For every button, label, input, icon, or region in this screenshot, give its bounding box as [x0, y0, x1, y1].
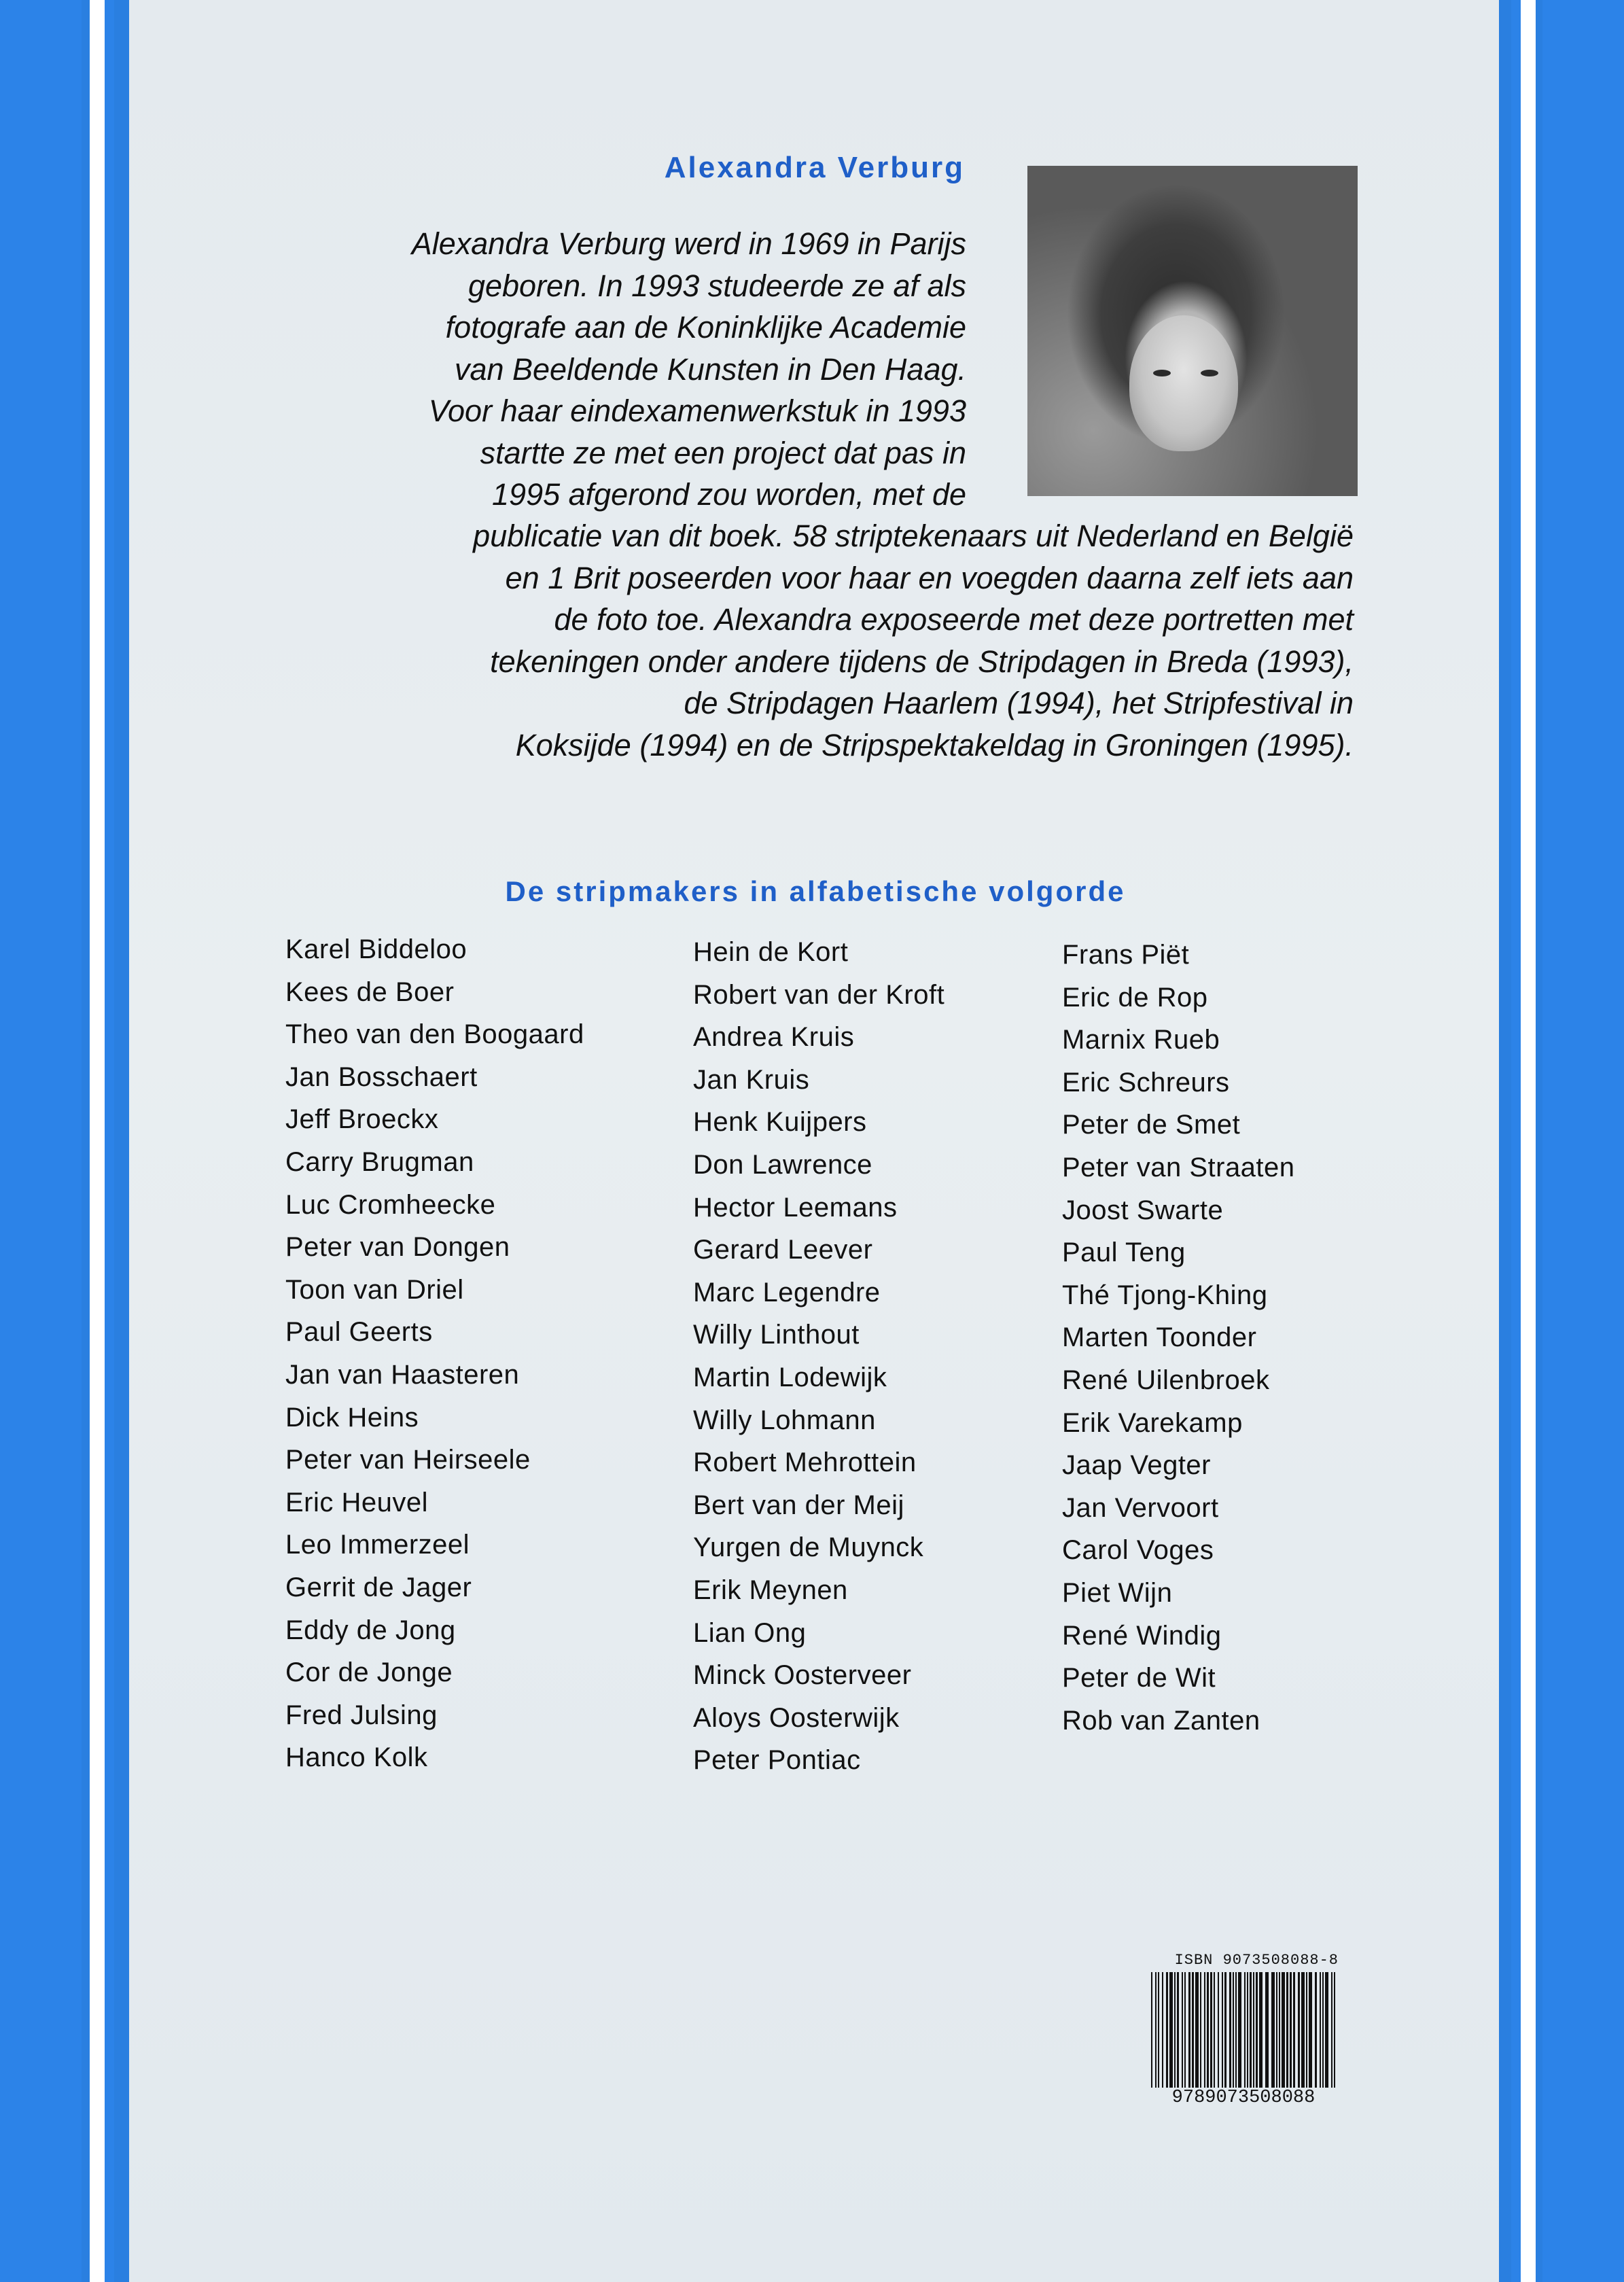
barcode-bar	[1306, 1972, 1307, 2088]
barcode-bar	[1259, 1972, 1263, 2088]
barcode-bar	[1276, 1972, 1277, 2088]
barcode-bar	[1334, 1972, 1335, 2088]
barcode-bar	[1250, 1972, 1252, 2088]
name-list-item: Theo van den Boogaard	[285, 1019, 584, 1050]
name-list-item: Henk Kuijpers	[693, 1107, 867, 1138]
name-list-item: Jeff Broeckx	[285, 1104, 439, 1135]
names-column-3	[1062, 934, 1295, 1742]
barcode-bar	[1169, 1972, 1173, 2088]
barcode-bar	[1158, 1972, 1159, 2088]
name-list-item: Jan Bosschaert	[285, 1061, 478, 1092]
name-list-item: Peter van Heirseele	[285, 1445, 531, 1475]
barcode-bar	[1195, 1972, 1199, 2088]
bio-line: tekeningen onder andere tijdens de Stripdagen in Breda (1993),	[490, 644, 1354, 679]
name-list-item: Willy Lohmann	[693, 1405, 876, 1435]
portrait-face	[1129, 315, 1238, 451]
barcode-bar	[1214, 1972, 1215, 2088]
right-border-white-stripe	[1521, 0, 1536, 2282]
name-list-item: Erik Meynen	[693, 1575, 848, 1605]
barcode-bar	[1238, 1972, 1241, 2088]
name-list-item: Luc Cromheecke	[285, 1189, 496, 1220]
name-list-item: Yurgen de Muynck	[693, 1532, 924, 1563]
barcode-bar	[1301, 1972, 1305, 2088]
name-list-item: Joost Swarte	[1062, 1195, 1224, 1225]
name-list-item: Carol Voges	[1062, 1535, 1214, 1566]
barcode-bar	[1315, 1972, 1317, 2088]
name-list-item: Eric Schreurs	[1062, 1067, 1230, 1098]
bio-line: Alexandra Verburg werd in 1969 in Parijs	[411, 226, 966, 261]
left-border-blue	[0, 0, 82, 2282]
barcode-bar	[1253, 1972, 1254, 2088]
name-list-item: René Uilenbroek	[1062, 1365, 1270, 1395]
barcode-bar	[1247, 1972, 1248, 2088]
barcode-bar	[1222, 1972, 1223, 2088]
portrait-eye	[1153, 370, 1171, 376]
author-bio-top	[285, 223, 966, 516]
barcode-bar	[1192, 1972, 1194, 2088]
name-list-item: Jan Vervoort	[1062, 1492, 1219, 1523]
barcode-bar	[1210, 1972, 1212, 2088]
left-border-inner-blue	[105, 0, 114, 2282]
barcode-bar	[1177, 1972, 1179, 2088]
barcode-bar	[1188, 1972, 1190, 2088]
bio-line: geboren. In 1993 studeerde ze af als	[467, 268, 966, 303]
name-list-item: Leo Immerzeel	[285, 1530, 470, 1560]
barcode-number: 9789073508088	[1171, 2088, 1316, 2108]
right-border-blue	[1542, 0, 1624, 2282]
name-list-item: Andrea Kruis	[693, 1022, 855, 1053]
name-list-item: Peter de Wit	[1062, 1663, 1216, 1693]
name-list-item: Karel Biddeloo	[285, 934, 467, 964]
barcode-bar	[1162, 1972, 1163, 2088]
name-list-item: Jan van Haasteren	[285, 1359, 520, 1390]
name-list-item: Peter Pontiac	[693, 1745, 861, 1776]
bio-line: Koksijde (1994) en de Stripspektakeldag in Groningen (1995).	[515, 727, 1354, 762]
barcode-bar	[1184, 1972, 1186, 2088]
name-list-item: Paul Geerts	[285, 1317, 433, 1348]
name-list-item: Paul Teng	[1062, 1237, 1186, 1268]
name-list-item: Lian Ong	[693, 1617, 807, 1648]
name-list-item: Toon van Driel	[285, 1274, 464, 1305]
name-list-item: Kees de Boer	[285, 977, 455, 1007]
name-list-item: Willy Linthout	[693, 1320, 860, 1350]
barcode-bar	[1233, 1972, 1234, 2088]
barcode-bar	[1325, 1972, 1328, 2088]
names-column-2	[693, 931, 945, 1782]
bio-line: 1995 afgerond zou worden, met de	[492, 477, 966, 512]
barcode-bar	[1200, 1972, 1201, 2088]
name-list-item: Hector Leemans	[693, 1192, 898, 1223]
bio-line: van Beeldende Kunsten in Den Haag.	[454, 351, 966, 387]
name-list-item: Rob van Zanten	[1062, 1705, 1260, 1736]
name-list-item: Gerard Leever	[693, 1235, 873, 1265]
name-list-item: Marc Legendre	[693, 1277, 881, 1307]
barcode-bar	[1166, 1972, 1168, 2088]
name-list-item: Marten Toonder	[1062, 1322, 1257, 1353]
name-list-item: Hanco Kolk	[285, 1742, 428, 1773]
name-list-item: Jan Kruis	[693, 1064, 810, 1095]
name-list-item: Eric Heuvel	[285, 1487, 429, 1517]
barcode-bar	[1224, 1972, 1226, 2088]
barcode-bar	[1174, 1972, 1176, 2088]
barcode-bar	[1322, 1972, 1324, 2088]
name-list-item: Piet Wijn	[1062, 1577, 1173, 1608]
bio-line: de foto toe. Alexandra exposeerde met deze portretten met	[554, 602, 1354, 637]
name-list-item: René Windig	[1062, 1620, 1222, 1651]
bio-line: Voor haar eindexamenwerkstuk in 1993	[428, 393, 966, 428]
name-list-item: Hein de Kort	[693, 937, 849, 967]
name-list-item: Peter van Dongen	[285, 1232, 510, 1263]
bio-line: publicatie van dit boek. 58 striptekenaars uit Nederland en België	[473, 519, 1354, 553]
list-heading: De stripmakers in alfabetische volgorde	[505, 875, 1126, 907]
barcode-bar	[1155, 1972, 1157, 2088]
author-portrait-photo	[1027, 166, 1358, 496]
name-list-item: Jaap Vegter	[1062, 1450, 1211, 1481]
name-list-item: Robert van der Kroft	[693, 979, 945, 1010]
barcode-bar	[1244, 1972, 1246, 2088]
name-list-item: Bert van der Meij	[693, 1490, 904, 1520]
names-column-1	[285, 928, 584, 1779]
name-list-item: Erik Varekamp	[1062, 1407, 1243, 1438]
barcode-bar	[1235, 1972, 1237, 2088]
barcode-bar	[1309, 1972, 1312, 2088]
author-bio-bottom	[285, 515, 1354, 766]
barcode-bar	[1151, 1972, 1152, 2088]
name-list-item: Peter de Smet	[1062, 1110, 1241, 1140]
name-list-item: Aloys Oosterwijk	[693, 1702, 900, 1733]
name-list-item: Carry Brugman	[285, 1146, 474, 1177]
name-list-item: Fred Julsing	[285, 1700, 438, 1730]
left-border-white-stripe	[90, 0, 105, 2282]
barcode-bar	[1293, 1972, 1295, 2088]
author-heading: Alexandra Verburg	[664, 151, 965, 184]
barcode-bar	[1320, 1972, 1321, 2088]
barcode-bar	[1256, 1972, 1258, 2088]
name-list-item: Marnix Rueb	[1062, 1025, 1220, 1055]
name-list-item: Martin Lodewijk	[693, 1362, 887, 1392]
barcode-bar	[1286, 1972, 1288, 2088]
barcode-bar	[1265, 1972, 1269, 2088]
barcode-bar	[1207, 1972, 1209, 2088]
name-list-item: Eddy de Jong	[285, 1615, 456, 1645]
name-list-item: Minck Oosterveer	[693, 1660, 912, 1691]
right-border-inner-blue	[1511, 0, 1521, 2282]
barcode-bar	[1271, 1972, 1275, 2088]
barcode-bar	[1218, 1972, 1219, 2088]
name-list-item: Don Lawrence	[693, 1149, 872, 1180]
name-list-item: Thé Tjong-Khing	[1062, 1280, 1268, 1310]
bio-line: fotografe aan de Koninklijke Academie	[445, 310, 966, 345]
bio-line: en 1 Brit poseerden voor haar en voegden daarna zelf iets aan	[505, 560, 1354, 595]
bio-line: startte ze met een project dat pas in	[480, 435, 966, 470]
barcode-bar	[1290, 1972, 1292, 2088]
barcode-bar	[1279, 1972, 1280, 2088]
barcode-bar	[1331, 1972, 1332, 2088]
isbn-label: ISBN 9073508088-8	[1174, 1952, 1339, 1969]
barcode-bar	[1229, 1972, 1231, 2088]
name-list-item: Dick Heins	[285, 1402, 419, 1433]
name-list-item: Robert Mehrottein	[693, 1447, 917, 1478]
bio-line: de Stripdagen Haarlem (1994), het Stripfestival in	[684, 686, 1354, 720]
barcode-bar	[1182, 1972, 1183, 2088]
barcode-bar	[1298, 1972, 1300, 2088]
name-list-item: Frans Piët	[1062, 940, 1190, 970]
barcode-bar	[1282, 1972, 1285, 2088]
name-list-item: Gerrit de Jager	[285, 1572, 472, 1602]
barcode-bar	[1204, 1972, 1205, 2088]
name-list-item: Peter van Straaten	[1062, 1152, 1295, 1182]
portrait-eye	[1201, 370, 1218, 376]
name-list-item: Cor de Jonge	[285, 1657, 453, 1688]
name-list-item: Eric de Rop	[1062, 982, 1208, 1013]
isbn-barcode	[1148, 1972, 1339, 2094]
